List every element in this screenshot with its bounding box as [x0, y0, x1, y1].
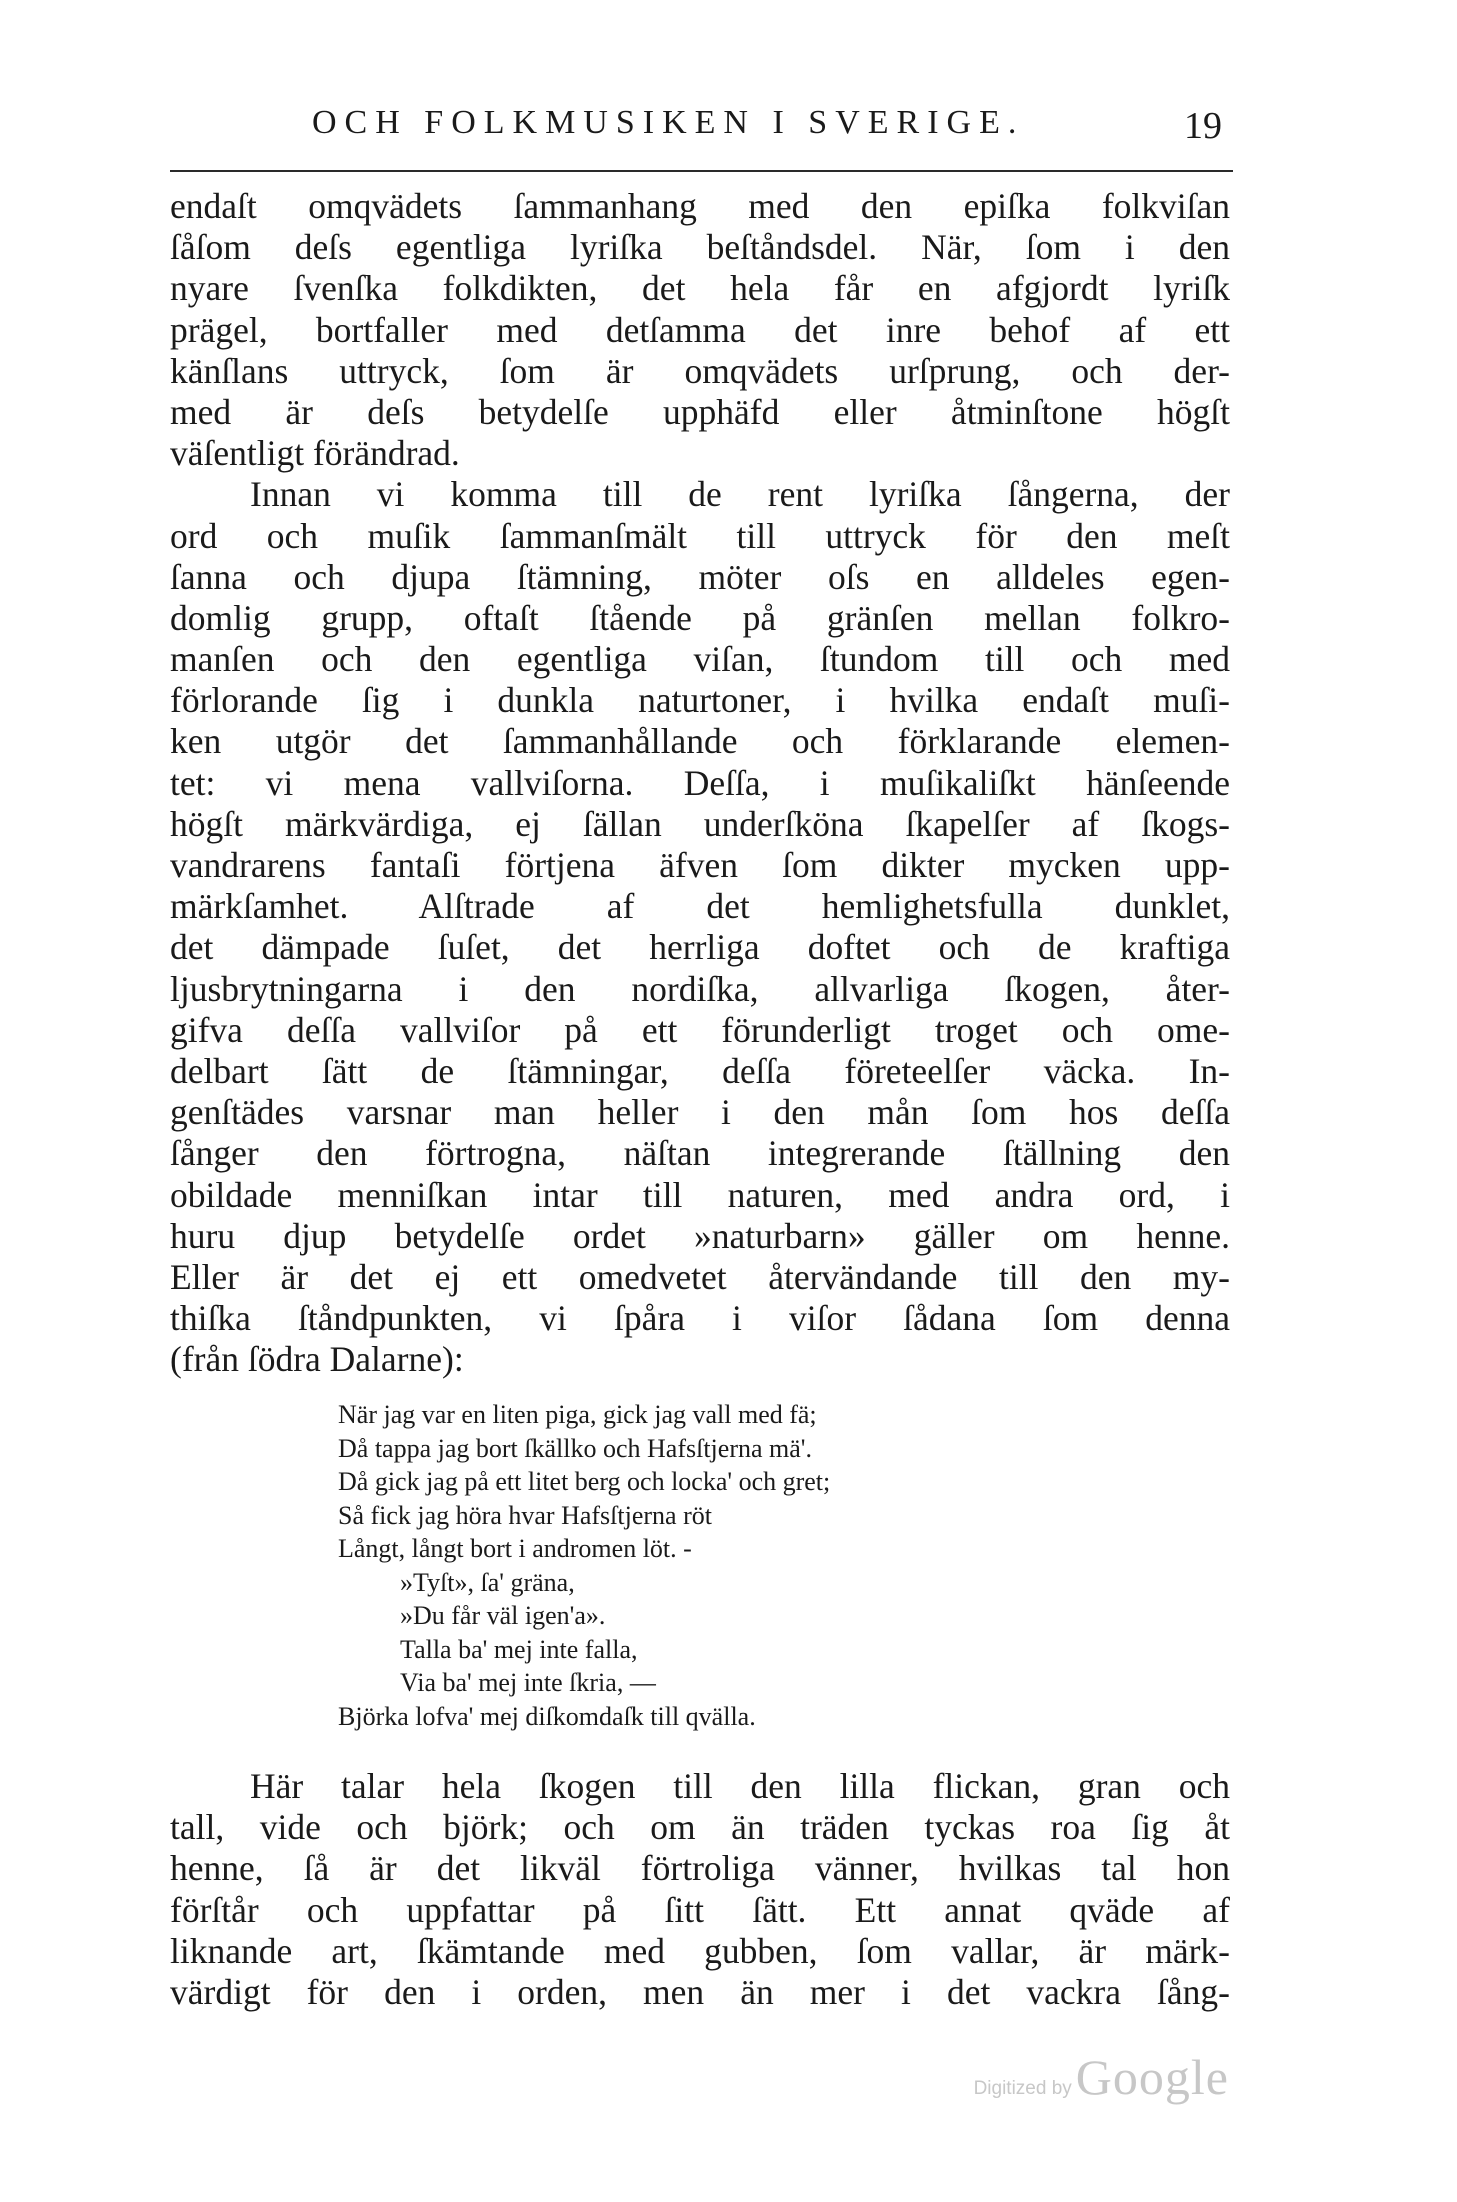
text-line: tall, vide och björk; och om än träden tyckas roa ſig åt [170, 1807, 1230, 1848]
text-line: manſen och den egentliga viſan, ſtundom till och med [170, 639, 1230, 680]
text-line: ord och muſik ſammanſmält till uttryck för den meſt [170, 515, 1230, 556]
poem-line: Då gick jag på ett litet berg och locka' och gret; [338, 1467, 831, 1496]
text-line: känſlans uttryck, ſom är omqvädets urſprung, och der- [170, 350, 1230, 391]
text-line: högſt märkvärdiga, ej ſällan underſköna ſkapelſer af ſkogs- [170, 803, 1230, 844]
text-line: endaſt omqvädets ſammanhang med den epiſka folkviſan [170, 186, 1230, 226]
text-line: liknande art, ſkämtande med gubben, ſom vallar, är märk- [170, 1930, 1230, 1971]
running-head [170, 104, 1230, 156]
text-line: ſanna och djupa ſtämning, möter oſs en alldeles egen- [170, 556, 1230, 597]
poem-block [338, 1398, 1038, 1733]
watermark-prefix: Digitized by [973, 2078, 1072, 2099]
text-line: thiſka ſtåndpunkten, vi ſpåra i viſor ſådana ſom denna [170, 1298, 1230, 1339]
text-line: obildade menniſkan intar till naturen, med andra ord, i [170, 1174, 1230, 1215]
text-line: förlorande ſig i dunkla naturtoner, i hvilka endaſt muſi- [170, 680, 1230, 721]
text-line: genſtädes varsnar man heller i den mån ſom hos deſſa [170, 1092, 1230, 1133]
poem-line: Då tappa jag bort ſkällko och Hafsſtjerna mä'. [338, 1433, 812, 1463]
poem-line: Björka lofva' mej diſkomdaſk till qvälla. [338, 1701, 756, 1731]
text-line: med är deſs betydelſe upphäfd eller åtminſtone högſt [170, 391, 1230, 432]
text-line: (från ſödra Dalarne): [170, 1339, 464, 1380]
text-line: vandrarens fantaſi förtjena äfven ſom dikter mycken upp- [170, 845, 1230, 885]
poem-line: Långt, långt bort i andromen löt. - [338, 1534, 692, 1563]
page-number: 19 [1184, 105, 1222, 147]
poem-line: När jag var en liten piga, gick jag vall med fä; [338, 1400, 817, 1429]
text-line: Innan vi komma till de rent lyriſka ſångerna, der [250, 474, 1230, 515]
text-line: ſånger den förtrogna, näſtan integrerande ſtällning den [170, 1133, 1230, 1174]
text-line: Eller är det ej ett omedvetet återvändande till den my- [170, 1256, 1230, 1297]
text-line: henne, ſå är det likväl förtroliga vänner, hvilkas tal hon [170, 1848, 1230, 1889]
header-rule [170, 170, 1233, 172]
poem-line: Talla ba' mej inte falla, [400, 1634, 638, 1664]
text-line: märkſamhet. Alſtrade af det hemlighetsfulla dunklet, [170, 886, 1230, 927]
main-text [170, 186, 1230, 1380]
text-line: tet: vi mena vallviſorna. Deſſa, i muſikaliſkt hänſeende [170, 762, 1230, 803]
text-line: nyare ſvenſka folkdikten, det hela får en afgjordt lyriſk [170, 268, 1230, 309]
poem-line: »Du får väl igen'a». [400, 1601, 606, 1630]
text-line: huru djup betydelſe ordet »naturbarn» gäller om henne. [170, 1215, 1230, 1256]
text-line: ſåſom deſs egentliga lyriſka beſtåndsdel. När, ſom i den [170, 227, 1230, 268]
text-line: värdigt för den i orden, men än mer i det vackra ſång- [170, 1971, 1230, 2012]
text-line: prägel, bortfaller med detſamma det inre behof af ett [170, 309, 1230, 350]
text-line: ken utgör det ſammanhållande och förklarande elemen- [170, 721, 1230, 762]
text-line: förſtår och uppfattar på ſitt ſätt. Ett annat qväde af [170, 1889, 1230, 1930]
text-line: ljusbrytningarna i den nordiſka, allvarliga ſkogen, åter- [170, 968, 1230, 1009]
running-title: OCH FOLKMUSIKEN I SVERIGE. [312, 104, 1025, 141]
paragraph-1 [170, 186, 1230, 474]
poem-line: Så fick jag höra hvar Hafsſtjerna röt [338, 1500, 712, 1530]
poem-line: Via ba' mej inte ſkria, — [400, 1668, 656, 1697]
watermark-brand-logo: Google [1075, 2049, 1229, 2105]
paragraph-2 [170, 474, 1230, 1380]
paragraph-3 [170, 1766, 1230, 2013]
text-line: domlig grupp, oftaſt ſtående på gränſen mellan folkro- [170, 597, 1230, 638]
text-line: väſentligt förändrad. [170, 433, 460, 474]
poem-line: »Tyſt», ſa' gräna, [400, 1567, 575, 1597]
text-line: delbart ſätt de ſtämningar, deſſa företeelſer väcka. In- [170, 1050, 1230, 1091]
text-line: det dämpade ſuſet, det herrliga doftet och de kraftiga [170, 927, 1230, 968]
text-line: gifva deſſa vallviſor på ett förunderligt troget och ome- [170, 1009, 1230, 1050]
digitization-watermark [974, 2048, 1229, 2106]
text-line: Här talar hela ſkogen till den lilla flickan, gran och [250, 1766, 1230, 1806]
